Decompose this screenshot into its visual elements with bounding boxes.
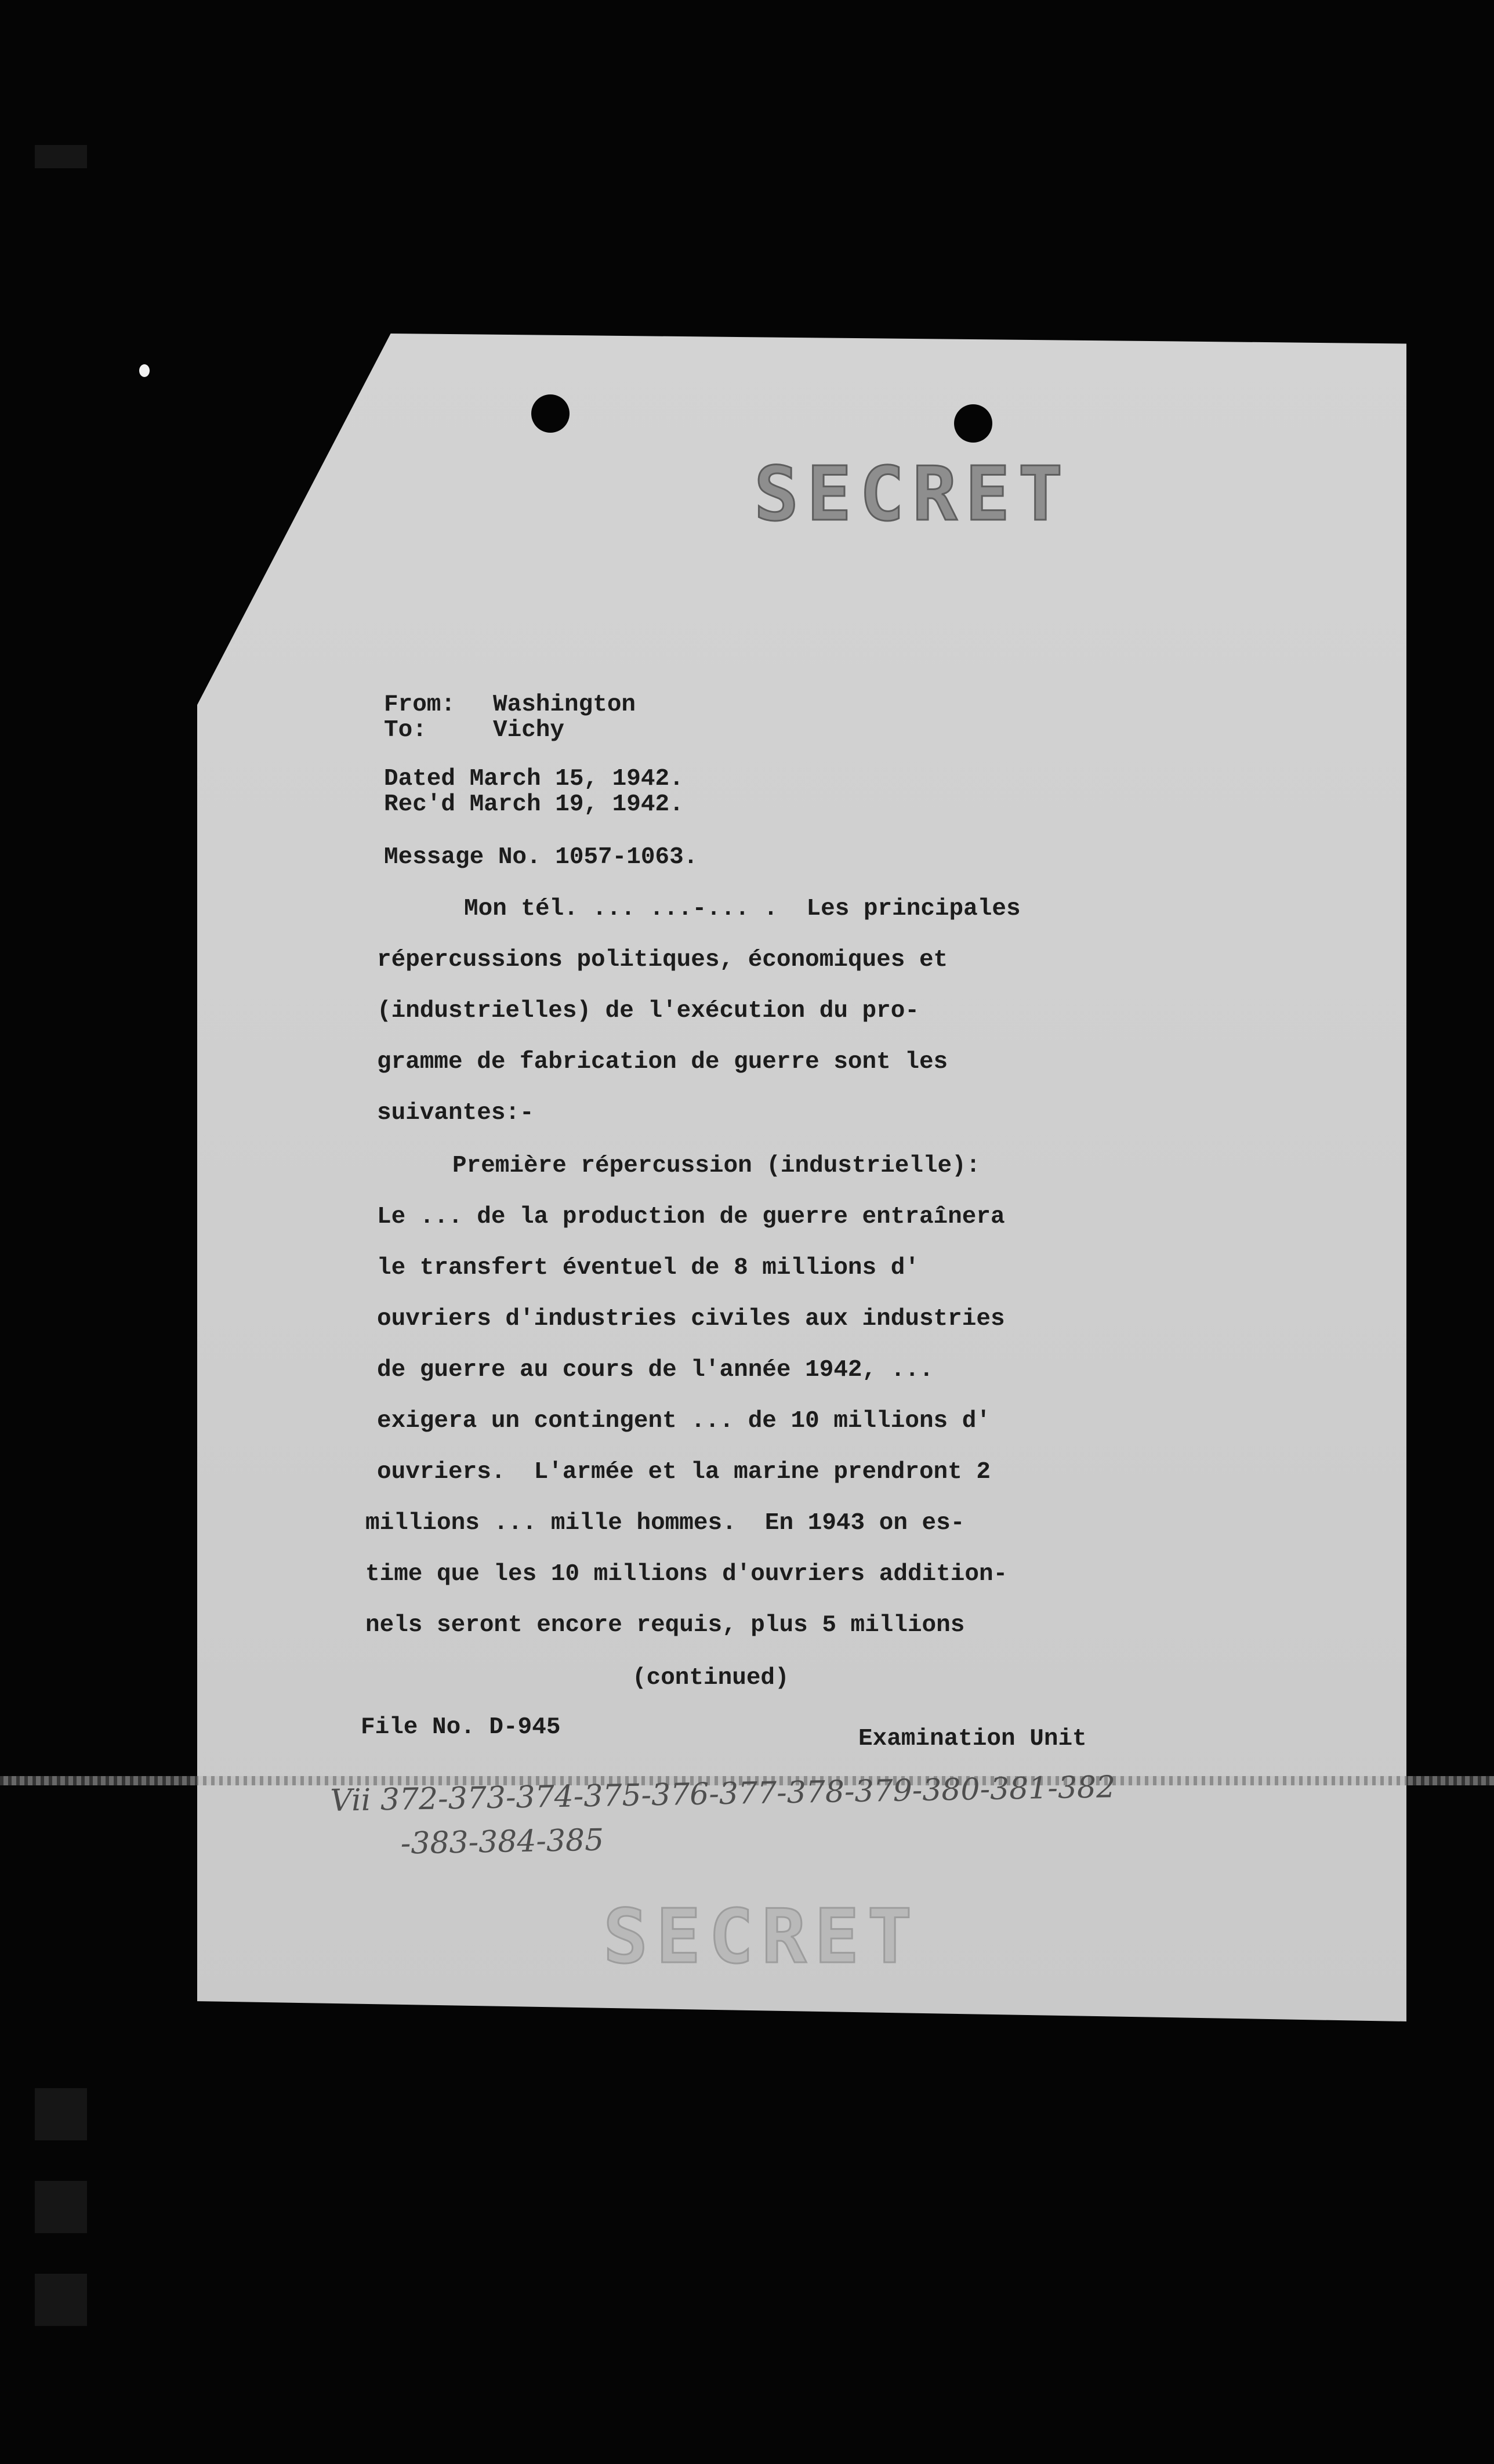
secret-stamp-top: SECRET: [754, 451, 1071, 538]
body-line: time que les 10 millions d'ouvriers addition-: [365, 1561, 1008, 1588]
body-line: (industrielles) de l'exécution du pro-: [377, 998, 919, 1024]
to-label: To:: [384, 717, 427, 744]
file-number: File No. D-945: [361, 1714, 561, 1741]
from-label: From:: [384, 691, 456, 718]
body-line: nels seront encore requis, plus 5 millions: [365, 1612, 965, 1639]
body-line: Mon tél. ... ...-... . Les principales: [464, 896, 1021, 922]
secret-stamp-bottom: SECRET: [603, 1894, 920, 1980]
to-value: Vichy: [493, 717, 565, 744]
body-line: Le ... de la production de guerre entraînera: [377, 1204, 1005, 1230]
from-value: Washington: [493, 691, 636, 718]
dated-line: Dated March 15, 1942.: [384, 766, 684, 792]
handwritten-annotation: [330, 1765, 1116, 1867]
body-line: répercussions politiques, économiques et: [377, 947, 948, 973]
body-line: millions ... mille hommes. En 1943 on es-: [365, 1510, 965, 1537]
handwritten-line-2: -383-384-385: [400, 1822, 604, 1861]
handwritten-line-1: Vii 372-373-374-375-376-377-378-379-380-381-382: [329, 1770, 1116, 1818]
continued-note: (continued): [632, 1665, 789, 1691]
examination-unit: Examination Unit: [858, 1726, 1087, 1752]
received-line: Rec'd March 19, 1942.: [384, 791, 684, 818]
body-line: de guerre au cours de l'année 1942, ...: [377, 1357, 934, 1383]
body-line: ouvriers. L'armée et la marine prendront 2: [377, 1459, 991, 1485]
body-line: gramme de fabrication de guerre sont les: [377, 1049, 948, 1075]
body-line: suivantes:-: [377, 1100, 534, 1126]
message-number: Message No. 1057-1063.: [384, 844, 698, 871]
body-line: Première répercussion (industrielle):: [452, 1153, 981, 1179]
body-line: le transfert éventuel de 8 millions d': [377, 1255, 919, 1281]
body-line: exigera un contingent ... de 10 millions d': [377, 1408, 991, 1434]
body-line: ouvriers d'industries civiles aux industries: [377, 1306, 1005, 1332]
